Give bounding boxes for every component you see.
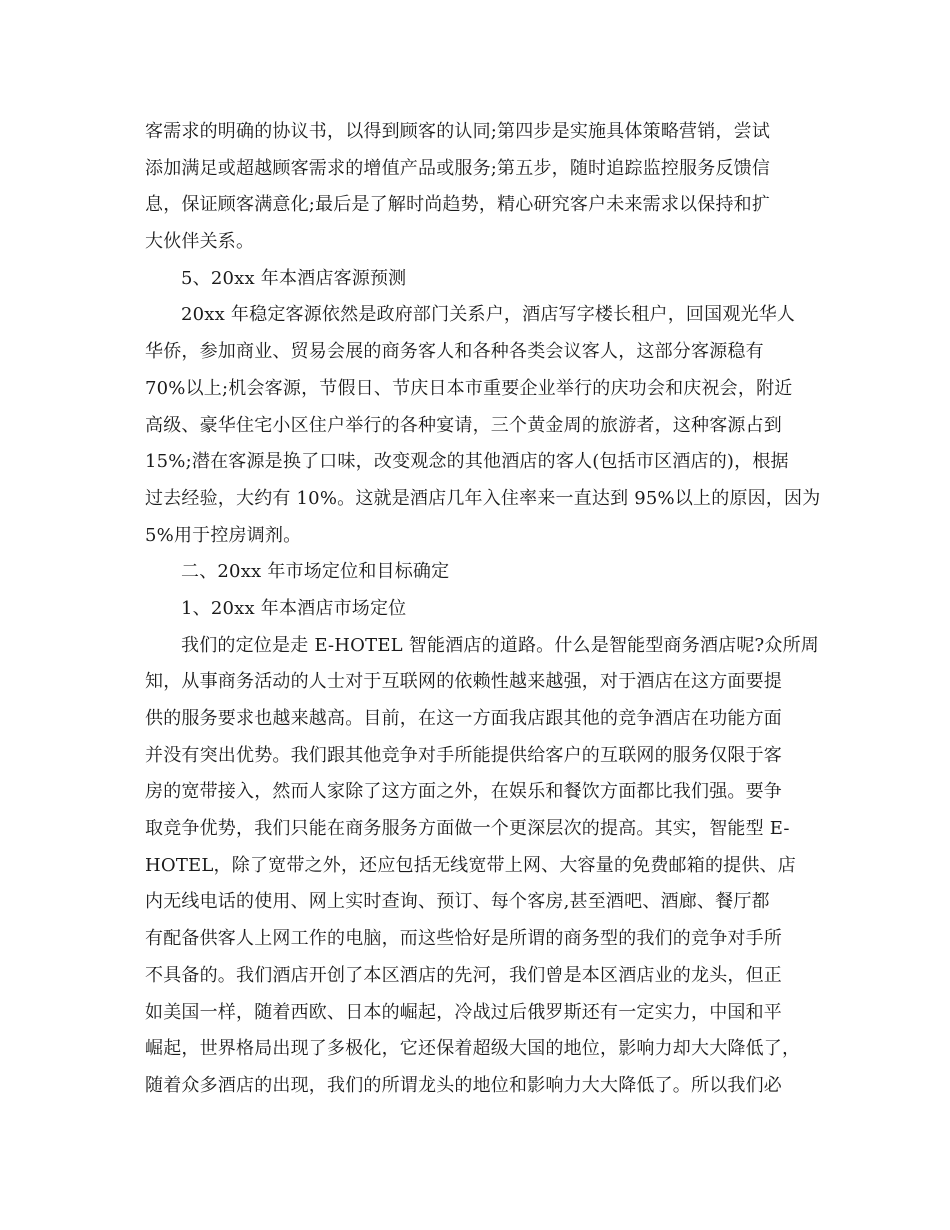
text-line: 如美国一样，随着西欧、日本的崛起，冷战过后俄罗斯还有一定实力，中国和平	[145, 1001, 782, 1023]
text-line: 大伙伴关系。	[145, 231, 255, 253]
text-line: 华侨，参加商业、贸易会展的商务客人和各种各类会议客人，这部分客源稳有	[145, 341, 764, 363]
text-line: 房的宽带接入，然而人家除了这方面之外，在娱乐和餐饮方面都比我们强。要争	[145, 781, 782, 803]
section-heading: 5、20xx 年本酒店客源预测	[181, 267, 407, 289]
text-line: 5%用于控房调剂。	[145, 524, 302, 546]
text-line: 我们的定位是走 E-HOTEL 智能酒店的道路。什么是智能型商务酒店呢?众所周	[181, 634, 819, 656]
text-line: 崛起，世界格局出现了多极化，它还保着超级大国的地位，影响力却大大降低了，	[145, 1038, 801, 1060]
text-line: 高级、豪华住宅小区住户举行的各种宴请，三个黄金周的旅游者，这种客源占到	[145, 414, 782, 436]
text-line: 过去经验，大约有 10%。这就是酒店几年入住率来一直达到 95%以上的原因，因为	[145, 487, 821, 509]
text-line: HOTEL，除了宽带之外，还应包括无线宽带上网、大容量的免费邮箱的提供、店	[145, 854, 796, 876]
text-line: 添加满足或超越顾客需求的增值产品或服务;第五步，随时追踪监控服务反馈信	[145, 157, 771, 179]
text-line: 15%;潜在客源是换了口味，改变观念的其他酒店的客人(包括市区酒店的)，根据	[145, 451, 789, 473]
text-line: 内无线电话的使用、网上实时查询、预订、每个客房,甚至酒吧、酒廊、餐厅都	[145, 891, 770, 913]
text-line: 并没有突出优势。我们跟其他竞争对手所能提供给客户的互联网的服务仅限于客	[145, 744, 782, 766]
text-line: 随着众多酒店的出现，我们的所谓龙头的地位和影响力大大降低了。所以我们必	[145, 1074, 782, 1096]
text-line: 取竞争优势，我们只能在商务服务方面做一个更深层次的提高。其实，智能型 E-	[145, 818, 790, 840]
section-heading: 二、20xx 年市场定位和目标确定	[181, 561, 450, 583]
document-body	[145, 114, 821, 1105]
text-line: 知，从事商务活动的人士对于互联网的依赖性越来越强，对于酒店在这方面要提	[145, 671, 782, 693]
text-line: 有配备供客人上网工作的电脑，而这些恰好是所谓的商务型的我们的竞争对手所	[145, 928, 782, 950]
text-line: 20xx 年稳定客源依然是政府部门关系户，酒店写字楼长租户，回国观光华人	[181, 304, 796, 326]
text-line: 不具备的。我们酒店开创了本区酒店的先河，我们曾是本区酒店业的龙头，但正	[145, 964, 782, 986]
text-line: 客需求的明确的协议书，以得到顾客的认同;第四步是实施具体策略营销，尝试	[145, 121, 771, 142]
text-line: 供的服务要求也越来越高。目前，在这一方面我店跟其他的竞争酒店在功能方面	[145, 708, 782, 729]
text-line: 70%以上;机会客源，节假日、节庆日本市重要企业举行的庆功会和庆祝会，附近	[145, 377, 793, 399]
section-heading: 1、20xx 年本酒店市场定位	[181, 597, 407, 619]
text-line: 息，保证顾客满意化;最后是了解时尚趋势，精心研究客户未来需求以保持和扩	[145, 194, 771, 216]
